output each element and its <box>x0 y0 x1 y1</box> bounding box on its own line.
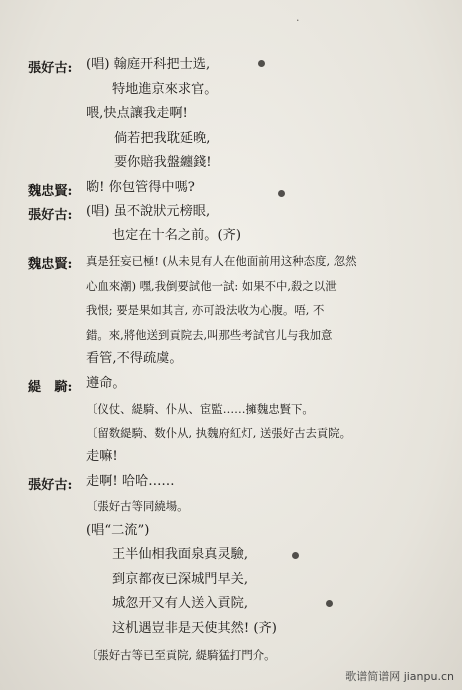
script-line: 遵命。 <box>86 376 126 391</box>
stage-direction: 〔留数緹騎、数仆从, 执魏府紅灯, 送張好古去貢院。 <box>86 426 352 440</box>
top-mark: · <box>296 14 300 27</box>
watermark-text: 歌谱简谱网 jianpu.cn <box>345 670 454 683</box>
script-line: 心血來潮) 嘿,我倒要試他一試: 如果不中,殺之以泄 <box>86 279 337 293</box>
speaker-label: 張好古: <box>28 61 73 76</box>
script-line: 到京都夜已深城門早关, <box>112 572 249 587</box>
script-line: 喲! 你包管得中嗎? <box>86 180 195 195</box>
script-line: 特地進京來求官。 <box>112 82 218 97</box>
script-line: 这机遇豈非是天使其然! (齐) <box>112 621 277 636</box>
stage-direction: 〔張好古等同繞場。 <box>86 499 189 513</box>
stage-direction: 〔張好古等已至貢院, 緹騎猛打門介。 <box>86 648 276 662</box>
speaker-label: 魏忠賢: <box>28 257 73 272</box>
ink-speck <box>278 190 285 197</box>
script-line: 也定在十名之前。(齐) <box>112 228 241 243</box>
script-line: 倘若把我耽延晚, <box>114 131 211 146</box>
speaker-label: 緹 騎: <box>28 380 73 395</box>
ink-speck <box>292 552 299 559</box>
script-line: 城忽开又有人送入貢院, <box>112 596 249 611</box>
speaker-label: 張好古: <box>28 208 73 223</box>
speaker-label: 張好古: <box>28 478 73 493</box>
script-line: 走啊! 哈哈…… <box>86 474 175 489</box>
ink-speck <box>258 60 265 67</box>
script-line: 喂,快点讓我走啊! <box>86 106 188 121</box>
script-line: (唱“二流”) <box>86 523 150 538</box>
script-line: 真是狂妄已極! (从未見有人在他面前用这种态度, 忽然 <box>86 254 357 268</box>
script-line: 走嘛! <box>86 449 118 464</box>
stage-direction: 〔仪仗、緹騎、仆从、宦監……擁魏忠賢下。 <box>86 402 314 416</box>
ink-speck <box>326 600 333 607</box>
script-line: 我恨; 要是果如其言, 亦可設法收为心腹。唔, 不 <box>86 303 325 317</box>
script-line: (唱) 翰庭开科把士选, <box>86 57 211 72</box>
script-line: (唱) 虽不說狀元榜眼, <box>86 204 211 219</box>
script-line: 錯。來,將他送到貢院去,叫那些考試官儿与我加意 <box>86 328 333 342</box>
script-line: 要你賠我盤纏錢! <box>114 155 212 170</box>
speaker-label: 魏忠賢: <box>28 184 73 199</box>
script-line: 看管,不得疏虞。 <box>86 351 183 366</box>
script-line: 王半仙相我面泉真灵驗, <box>112 547 249 562</box>
